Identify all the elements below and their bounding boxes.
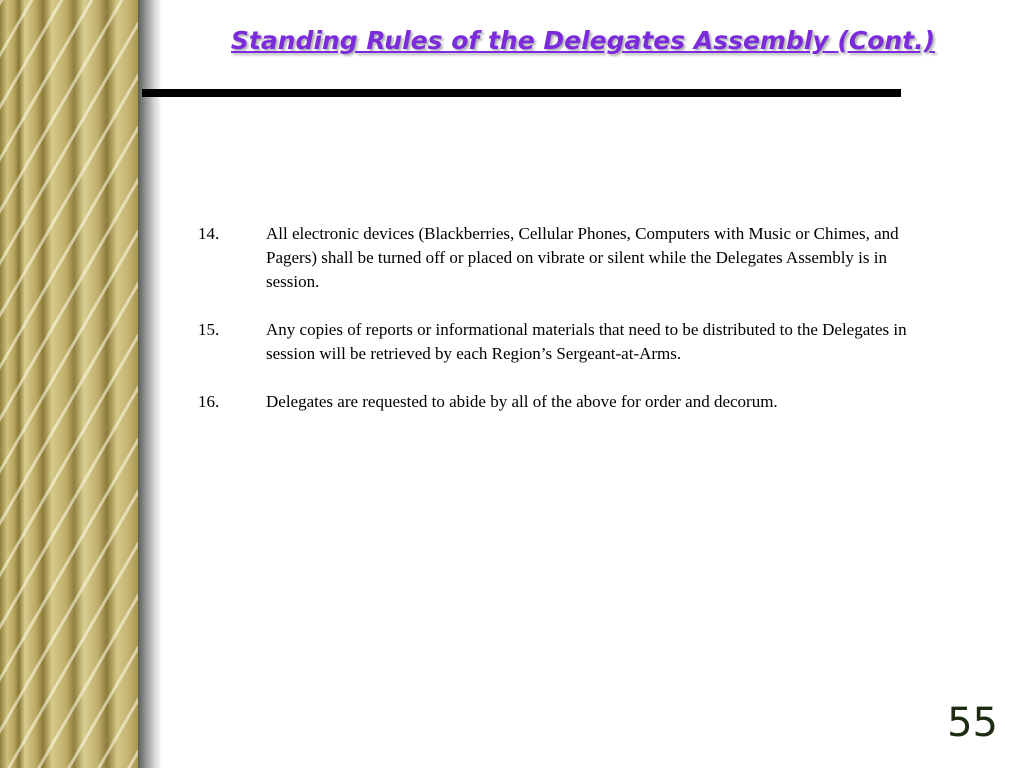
rule-number: 14.	[198, 224, 220, 243]
rule-item-15	[198, 318, 918, 366]
title-divider	[142, 89, 901, 97]
slide-title: Standing Rules of the Delegates Assembly (Cont.)	[230, 26, 936, 55]
rule-text: All electronic devices (Blackberries, Cellular Phones, Computers with Music or Chimes, and Pagers) shall be turned off or placed on vibrate or silent while the Delegates Assembly is in session.	[266, 224, 899, 291]
rule-item-14	[198, 222, 918, 294]
column-shadow	[138, 0, 162, 768]
rule-item-16	[198, 390, 918, 414]
rule-number: 16.	[198, 392, 220, 411]
rule-text: Any copies of reports or informational materials that need to be distributed to the Delegates in session will be retrieved by each Region’s Sergeant-at-Arms.	[266, 320, 907, 363]
rule-text: Delegates are requested to abide by all of the above for order and decorum.	[266, 392, 778, 411]
rules-list	[198, 222, 918, 438]
decorative-gold-column	[0, 0, 138, 768]
rule-number: 15.	[198, 320, 220, 339]
page-number: 55	[947, 700, 998, 746]
